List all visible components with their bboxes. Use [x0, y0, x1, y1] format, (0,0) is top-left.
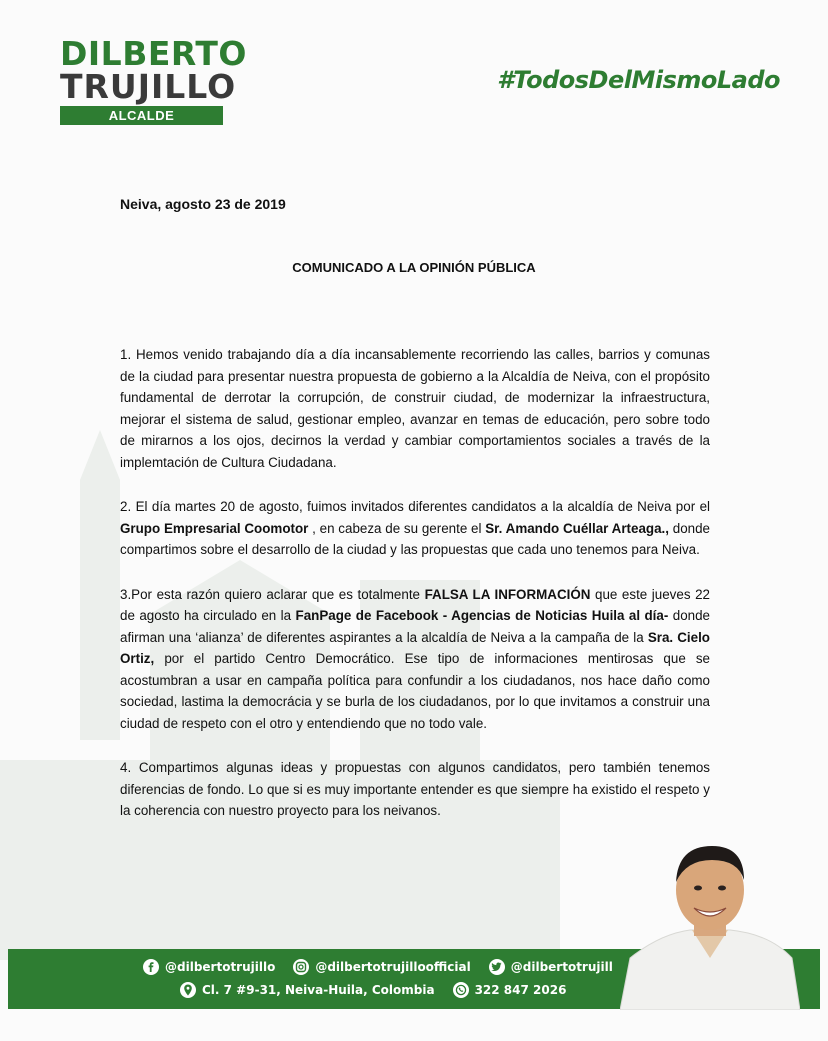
- letter-title: COMUNICADO A LA OPINIÓN PÚBLICA: [292, 260, 536, 275]
- p2-bold-person: Sr. Amando Cuéllar Arteaga.,: [485, 520, 669, 536]
- paragraph-1: 1. Hemos venido trabajando día a día incansablemente recorriendo las calles, barrios y comunas de la ciudad para presentar nuestra propuesta de gobierno a la Alcaldía de Neiva, con el propósito fundamental de derrotar la corrupción, de construir ciudad, de modernizar la infraestructura, mejorar el sistema de salud, gestionar empleo, avanzar en temas de educación, pero sobre todo de mirarnos a los ojos, decirnos la verdad y cambiar comportamientos sociales a través de la implemtación de Cultura Ciudadana.: [120, 347, 710, 470]
- phone-number[interactable]: 322 847 2026: [474, 983, 567, 997]
- campaign-hashtag: #TodosDelMismoLado: [497, 66, 780, 94]
- instagram-handle[interactable]: @dilbertotrujilloofficial: [315, 960, 471, 974]
- letter-body: [120, 344, 710, 822]
- campaign-logo: [60, 34, 247, 125]
- whatsapp-icon: [453, 982, 469, 998]
- p2-bold-company: Grupo Empresarial Coomotor: [120, 520, 309, 536]
- p3-bold-fanpage: FanPage de Facebook - Agencias de Noticias Huila al día-: [295, 608, 669, 623]
- p2-text: donde compartimos sobre el desarrollo de la ciudad y las propuestas que cada uno tenemos para Neiva.: [120, 520, 710, 557]
- facebook-handle[interactable]: @dilbertotrujillo: [165, 960, 276, 974]
- twitter-icon: [489, 959, 505, 975]
- paragraph-4: 4. Compartimos algunas ideas y propuestas con algunos candidatos, pero también tenemos diferencias de fondo. Lo que si es muy importante entender es que siempre ha existido el respeto y la coherencia con nuestro proyecto para los neivanos.: [120, 760, 710, 818]
- location-pin-icon: [180, 982, 196, 998]
- p2-text: , en cabeza de su gerente el: [308, 520, 486, 536]
- p3-text: que este jueves 22 de agosto ha circulado en la: [120, 586, 710, 623]
- logo-role: ALCALDE: [60, 106, 223, 125]
- paragraph-2: [120, 496, 710, 561]
- logo-first-name: DILBERTO: [60, 34, 247, 73]
- p3-text: donde afirman una ‘alianza’ de diferentes aspirantes a la alcaldía de Neiva a la campaña de la: [120, 608, 710, 645]
- instagram-icon: [293, 959, 309, 975]
- address-text: Cl. 7 #9-31, Neiva-Huila, Colombia: [202, 983, 435, 997]
- p3-text: por el partido Centro Democrático. Ese tipo de informaciones mentirosas que se acostumbran a usar en campaña política para confundir a los ciudadanos, nos hace daño como sociedad, lastima la democrácia y se burla de los ciudadanos, por lo que invitamos a construir una ciudad de respeto con el otro y entendiendo que no todo vale.: [120, 651, 710, 731]
- facebook-icon: [143, 959, 159, 975]
- candidate-photo: [620, 838, 800, 1010]
- p3-bold-false-info: FALSA LA INFORMACIÓN: [424, 586, 591, 602]
- p3-bold-person: Sra. Cielo Ortiz,: [120, 629, 710, 666]
- p3-text: 3.Por esta razón quiero aclarar que es totalmente: [120, 586, 425, 602]
- logo-last-name: TRUJILLO: [60, 67, 237, 106]
- p2-text: 2. El día martes 20 de agosto, fuimos invitados diferentes candidatos a la alcaldía de Neiva por el: [120, 499, 710, 514]
- paragraph-3: [120, 584, 710, 735]
- twitter-handle[interactable]: @dilbertotrujill: [510, 960, 613, 974]
- letter-date: Neiva, agosto 23 de 2019: [120, 196, 286, 212]
- footer-contact-row: [180, 982, 566, 998]
- footer-social-row: [143, 959, 613, 975]
